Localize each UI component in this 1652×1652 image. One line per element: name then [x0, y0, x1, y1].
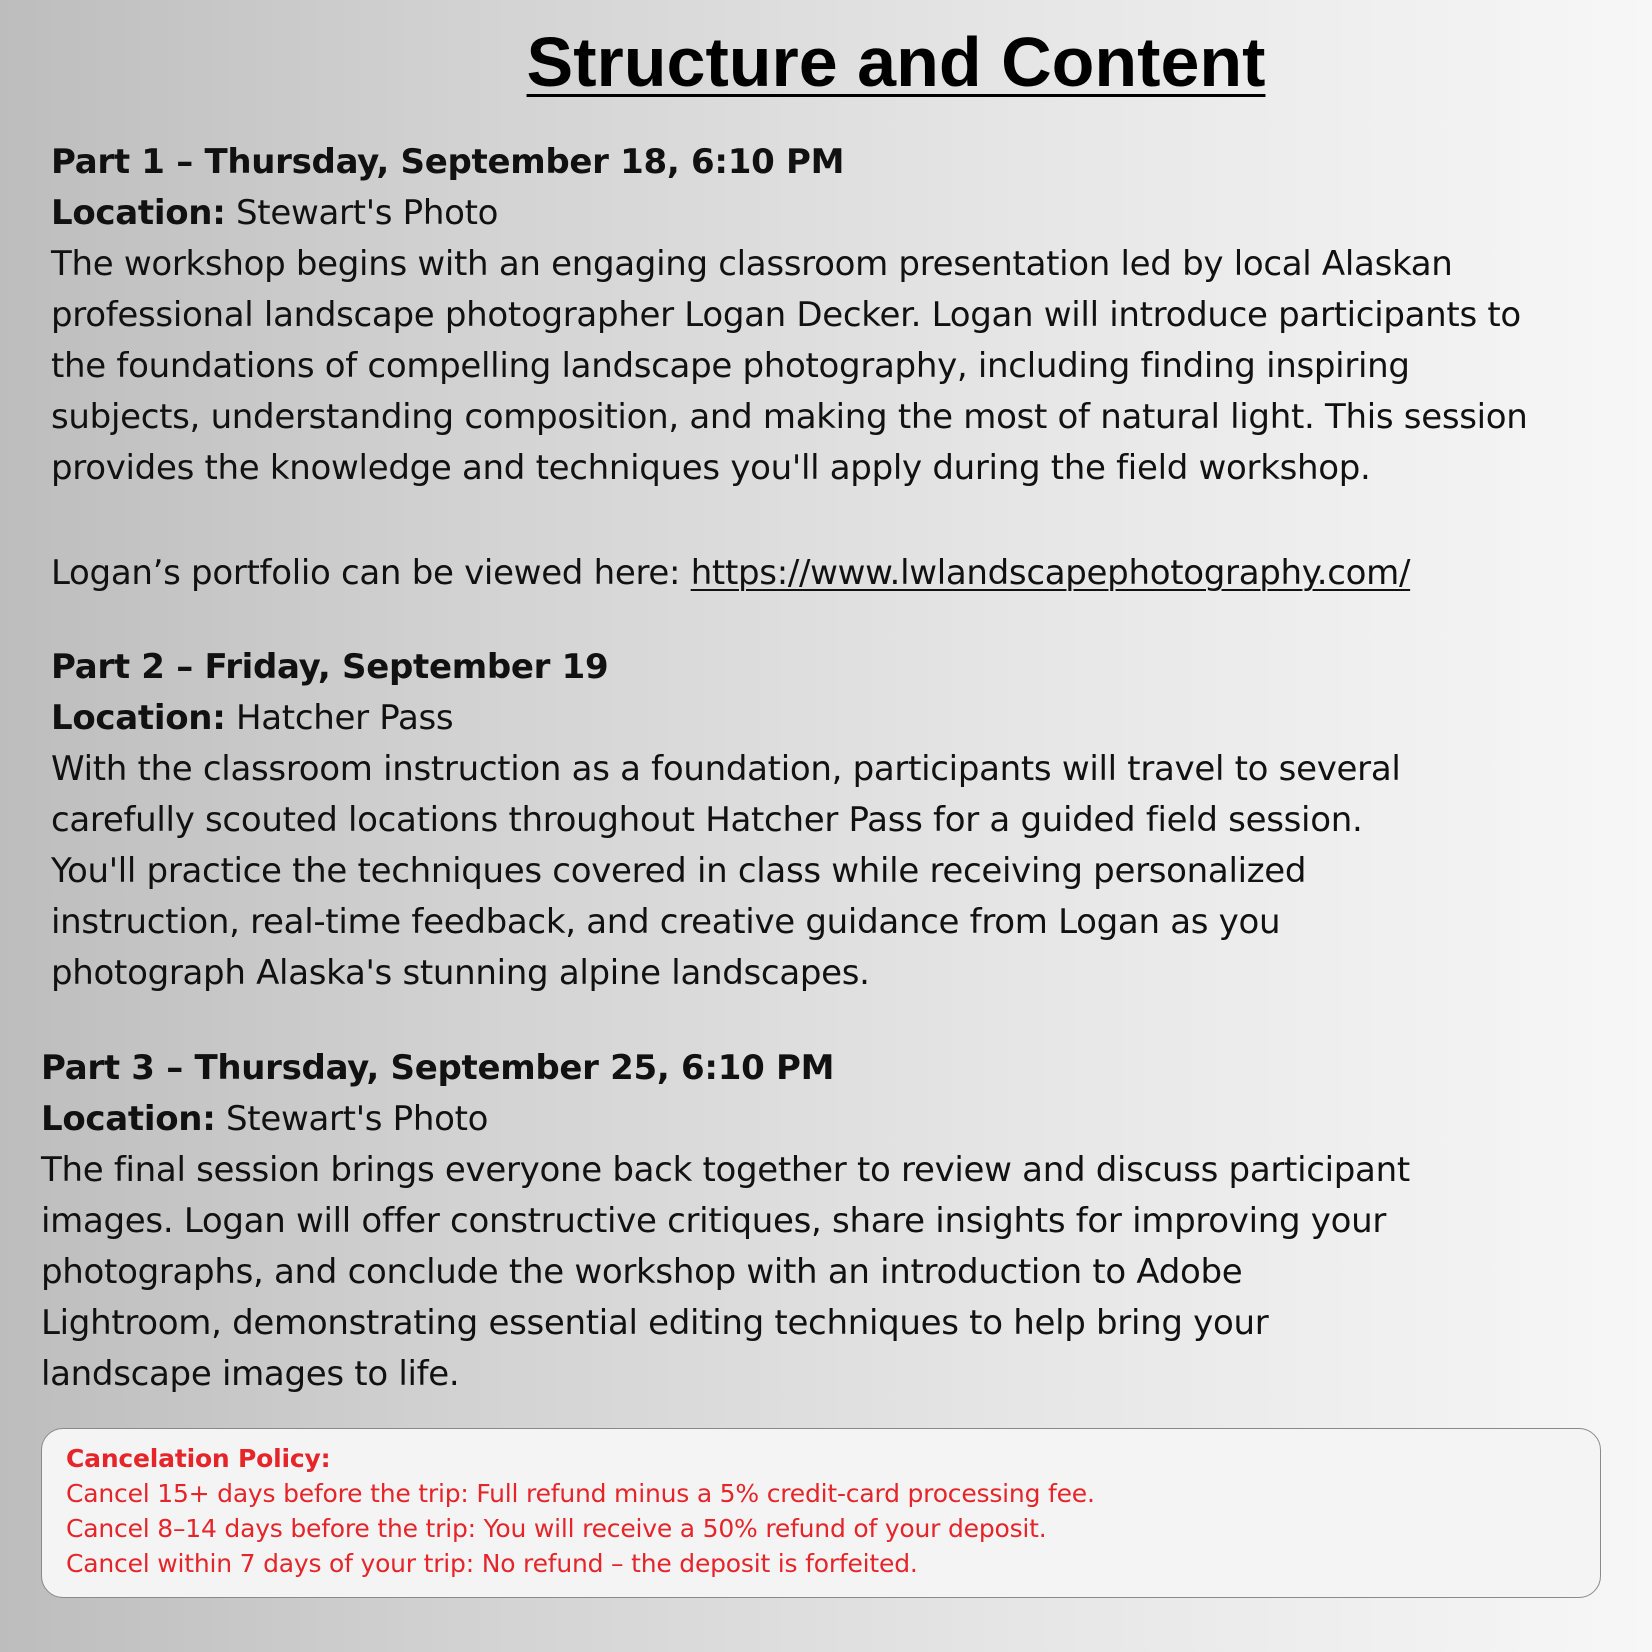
- description-line: subjects, understanding composition, and making the most of natural light. This session: [51, 397, 1528, 437]
- portfolio-link[interactable]: https://www.lwlandscapephotography.com/: [690, 553, 1411, 593]
- description-line: provides the knowledge and techniques you'll apply during the field workshop.: [51, 448, 1371, 488]
- part-1-heading: Part 1 – Thursday, September 18, 6:10 PM: [51, 142, 845, 182]
- part-1-section: [51, 137, 1621, 494]
- part-3-location: [41, 1094, 1621, 1145]
- description-line: the foundations of compelling landscape photography, including finding inspiring: [51, 346, 1410, 386]
- cancelation-policy-box: [41, 1428, 1601, 1598]
- part-2-description: [51, 744, 1621, 999]
- part-2-section: [51, 642, 1621, 999]
- description-line: You'll practice the techniques covered in class while receiving personalized: [51, 851, 1307, 891]
- description-line: professional landscape photographer Logan Decker. Logan will introduce participants to: [51, 295, 1521, 335]
- description-line: carefully scouted locations throughout Hatcher Pass for a guided field session.: [51, 800, 1363, 840]
- location-value: Hatcher Pass: [225, 698, 454, 738]
- description-line: images. Logan will offer constructive critiques, share insights for improving your: [41, 1201, 1387, 1241]
- description-line: Lightroom, demonstrating essential editing techniques to help bring your: [41, 1303, 1269, 1343]
- part-3-section: [41, 1043, 1621, 1400]
- part-2-location: [51, 693, 1621, 744]
- location-label: Location:: [51, 698, 226, 738]
- location-label: Location:: [51, 193, 226, 233]
- part-3-description: [41, 1145, 1621, 1400]
- part-1-description: [51, 239, 1621, 494]
- description-line: The workshop begins with an engaging classroom presentation led by local Alaskan: [51, 244, 1453, 284]
- description-line: With the classroom instruction as a foundation, participants will travel to several: [51, 749, 1401, 789]
- location-value: Stewart's Photo: [225, 193, 499, 233]
- description-line: photographs, and conclude the workshop with an introduction to Adobe: [41, 1252, 1243, 1292]
- policy-line: Cancel within 7 days of your trip: No refund – the deposit is forfeited.: [66, 1549, 918, 1578]
- description-line: instruction, real-time feedback, and creative guidance from Logan as you: [51, 902, 1281, 942]
- portfolio-line: [51, 548, 1410, 599]
- part-2-heading: Part 2 – Friday, September 19: [51, 647, 609, 687]
- description-line: The final session brings everyone back together to review and discuss participant: [41, 1150, 1410, 1190]
- page-title: Structure and Content: [526, 23, 1266, 101]
- description-line: landscape images to life.: [41, 1354, 460, 1394]
- description-line: photograph Alaska's stunning alpine landscapes.: [51, 953, 870, 993]
- policy-line: Cancel 8–14 days before the trip: You will receive a 50% refund of your deposit.: [66, 1514, 1047, 1543]
- part-1-location: [51, 188, 1621, 239]
- policy-line: Cancel 15+ days before the trip: Full refund minus a 5% credit-card processing fee.: [66, 1479, 1095, 1508]
- location-value: Stewart's Photo: [215, 1099, 489, 1139]
- location-label: Location:: [41, 1099, 216, 1139]
- portfolio-text: Logan’s portfolio can be viewed here:: [51, 553, 691, 593]
- policy-title: Cancelation Policy:: [66, 1444, 331, 1473]
- part-3-heading: Part 3 – Thursday, September 25, 6:10 PM: [41, 1048, 835, 1088]
